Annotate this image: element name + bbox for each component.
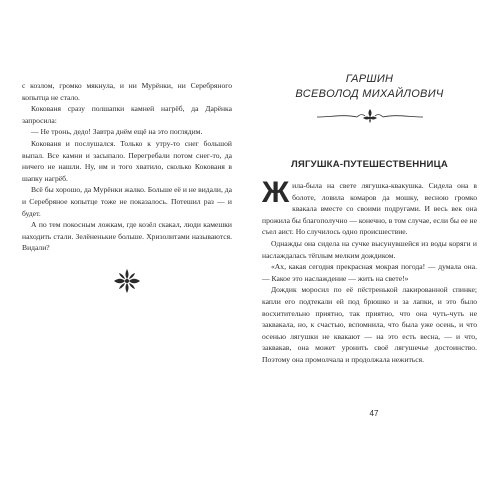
right-page bbox=[262, 72, 477, 366]
left-paragraph-4: Кокованя и послушался. Только к утру-то снег большой выпал. Все камни и засыпало. Перегребали потом снег-то, да ничего не нашли. Ну, им и того хватило, сколько Кокованя в шапку нагрёб. bbox=[22, 138, 232, 183]
left-paragraph-2: Кокованя сразу полшапки камней нагрёб, да Дарёнка запросила: bbox=[22, 104, 232, 125]
right-paragraph-2: Однажды она сидела на сучке высунувшейся из воды коряги и наслаждалась тёплым мелким дождиком. bbox=[262, 238, 477, 260]
left-paragraph-1: с козлом, громко мякнула, и ни Мурёнки, ни Серебряного копытца не стало. bbox=[22, 81, 232, 102]
author-surname: ГАРШИН bbox=[345, 73, 394, 85]
right-paragraph-4: Дождик моросил по её пёстренькой лакированной спинке; капли его подтекали ей под брюшко и за лапки, и это было восхитительно приятно, так приятно, что она чуть-чуть не заквакала, но, к счастью, вспомнила, что была уже осень, и что осенью лягушки не квакают — на это есть весна, — и что, заквакав, она может уронить своё лягушечье достоинство. Поэтому она промолчала и продолжала нежиться. bbox=[262, 285, 477, 364]
right-paragraph-1 bbox=[262, 176, 477, 238]
left-paragraph-5: Всё бы хорошо, да Мурёнки жалко. Больше её и не видали, да и Серебряное копытце тоже не показалось. Потешил раз — и будет. bbox=[22, 185, 232, 218]
drop-cap: Ж bbox=[262, 176, 290, 209]
author-given-names: ВСЕВОЛОД МИХАЙЛОВИЧ bbox=[295, 88, 444, 100]
left-ornament bbox=[22, 268, 232, 299]
floral-ornament-icon bbox=[112, 268, 142, 294]
left-paragraph-3: — Не тронь, дедо! Завтра днём ещё на это поглядим. bbox=[31, 127, 203, 137]
right-paragraph-3: «Ах, какая сегодня прекрасная мокрая погода! — думала она. — Какое это наслаждение — жить на свете!» bbox=[262, 262, 477, 283]
page-number: 47 bbox=[369, 409, 379, 418]
floral-ornament-icon bbox=[315, 108, 425, 124]
right-paragraph-1-text: ила-была на свете лягушка-квакушка. Сидела она в болоте, ловила комаров да мошку, весною громко квакала вместе со своими подругами. И весь век она прожила бы благополучно — конечно, в том случае, если бы ее не съел аист. Но случилось одно происшествие. bbox=[262, 181, 477, 237]
story-title: ЛЯГУШКА-ПУТЕШЕСТВЕННИЦА bbox=[291, 159, 448, 170]
left-page bbox=[22, 80, 232, 299]
header-ornament bbox=[262, 108, 477, 129]
left-paragraph-6: А по тем покосным ложкам, где козёл скакал, люди камешки находить стали. Зелёненькие больше. Хризолитами называются. Видали? bbox=[22, 220, 232, 253]
